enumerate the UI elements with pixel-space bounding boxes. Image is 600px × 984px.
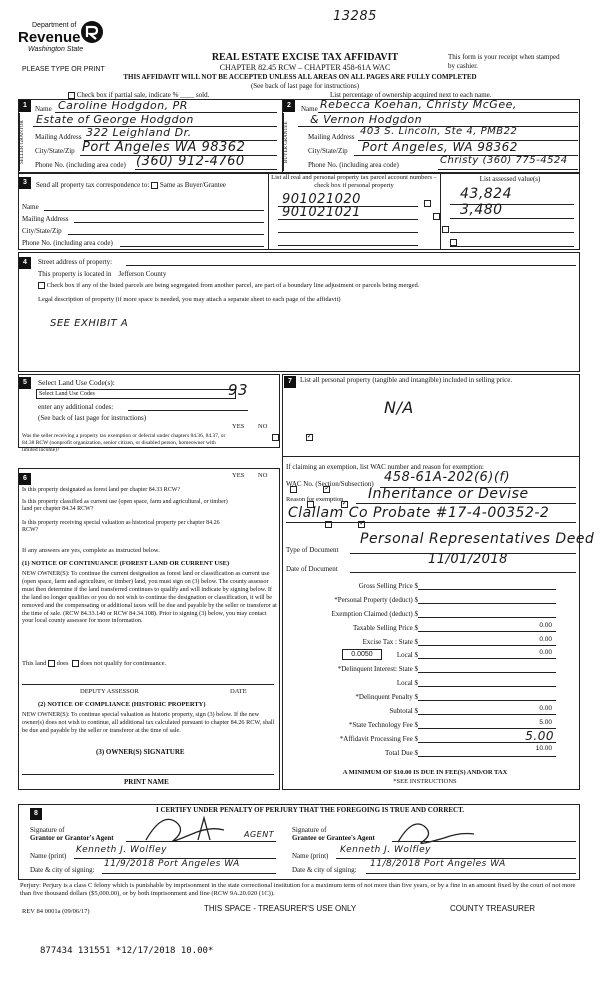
revenue-logo-icon <box>80 20 104 44</box>
wac-label: WAC No. (Section/Subsection) <box>286 480 374 488</box>
street-address-label: Street address of property: <box>38 258 113 266</box>
located-label: This property is located in <box>38 270 112 278</box>
legal-description-label: Legal description of property (if more space is needed, you may attach a separate sheet to each page of the affidavit) <box>38 296 341 303</box>
rev-number: REV 84 0001a (09/06/17) <box>22 908 90 915</box>
doc-type-value: Personal Representatives Deed <box>360 531 595 547</box>
qualify-label: qualify for continuance. <box>103 660 167 667</box>
section-4-number: 4 <box>19 257 31 269</box>
send-correspondence-label: Send all property tax correspondence to: <box>36 181 150 189</box>
tax-row-label: Excise Tax : State $ <box>362 638 418 646</box>
treasurer-use-label: THIS SPACE - TREASURER'S USE ONLY <box>204 904 357 913</box>
this-land-label: This land <box>22 660 47 667</box>
parcel-2-checkbox[interactable] <box>433 213 440 220</box>
certify-statement: I CERTIFY UNDER PENALTY OF PERJURY THAT THE FOREGOING IS TRUE AND CORRECT. <box>155 806 464 814</box>
seller-address-value: 322 Leighland Dr. <box>86 126 192 139</box>
deputy-date-label: DATE <box>230 688 247 695</box>
seller-city-value: Port Angeles WA 98362 <box>82 140 246 155</box>
local-rate-box: 0.0050 <box>342 649 382 660</box>
doc-date-label: Date of Document <box>286 565 338 573</box>
s5-yes-checkbox[interactable] <box>272 434 279 441</box>
buyer-name-value: Rebecca Koehan, Christy McGee, <box>320 98 517 111</box>
tax-row-label: Taxable Selling Price $ <box>352 624 418 632</box>
receipt-note: This form is your receipt when stamped by cashier. <box>448 53 560 70</box>
continuance-row <box>22 660 166 667</box>
tax-row-value: 5.00 <box>539 719 552 726</box>
seller-city-label: City/State/Zip <box>35 147 75 155</box>
grantee-sig-label-2: Grantee or Grantee's Agent <box>292 834 375 842</box>
doc-type-label: Type of Document <box>286 546 339 554</box>
grantor-signature-scribble <box>140 806 250 846</box>
doc-date-value: 11/01/2018 <box>428 552 508 567</box>
s3-name-label: Name <box>22 203 39 211</box>
see-back-instructions: (See back of last page for instructions) <box>250 82 360 90</box>
section-7-number: 7 <box>284 376 296 388</box>
partial-sale-label: Check box if partial sale, indicate % ____ sold. <box>76 91 210 99</box>
tax-row-label: Local $ <box>396 651 418 659</box>
section-2-number: 2 <box>283 100 295 112</box>
minimum-due-note: A MINIMUM OF $10.00 IS DUE IN FEE(S) AND/OR TAX <box>342 769 508 776</box>
perjury-note: Perjury: Perjury is a class C felony which is punishable by imprisonment in the state correctional institution for a maximum term of not more than five years, or by a fine in an amount fixed by the court of not more than five thousand dollars ($5,000.00), or by both imprisonment and fine (RCW 9A.20.020 (1C)). <box>20 882 576 897</box>
tax-row-label: Subtotal $ <box>389 707 418 715</box>
seller-phone-label: Phone No. (including area code) <box>35 161 126 169</box>
tax-row-label: Local $ <box>396 679 418 687</box>
grantee-signature-scribble <box>394 812 494 848</box>
reason-label: Reason for exemption <box>286 496 344 503</box>
section-6-box <box>18 468 280 790</box>
grantee-sig-label-1: Signature of <box>292 826 327 834</box>
personal-property-value: N/A <box>384 398 414 417</box>
print-note: PLEASE TYPE OR PRINT <box>22 66 105 73</box>
notice-2-text: NEW OWNER(S): To continue special valuation as historic property, sign (3) below. If the new owner(s) does not wish to continue, all additional tax calculated pursuant to chapter 84.26 RCW, shall be due and payable by the seller or transferor at the time of sale. <box>22 711 275 734</box>
section-3-number: 3 <box>19 177 31 189</box>
parcel-header: List all real and personal property tax parcel account numbers – check box if personal property <box>271 174 437 189</box>
tax-row-label: *Delinquent Penalty $ <box>355 693 418 701</box>
seller-name-value-2: Estate of George Hodgdon <box>36 113 194 126</box>
personal-property-label: List all personal property (tangible and intangible) included in selling price. <box>300 376 513 384</box>
select-land-use-box[interactable]: Select Land Use Codes <box>36 389 236 399</box>
segregated-row <box>38 282 419 289</box>
seller-side-label: SELLER GRANTOR <box>19 113 31 171</box>
partial-sale-checkbox[interactable] <box>68 92 75 99</box>
revenue-logo <box>18 22 108 58</box>
grantor-sig-label-1: Signature of <box>30 826 65 834</box>
county-value: Jefferson County <box>118 270 167 278</box>
segregated-label: Check box if any of the listed parcels are being segregated from another parcel, are part of a boundary line adjustment or parcels being merged. <box>46 282 420 289</box>
tax-row-value: 5.00 <box>525 729 554 743</box>
forest-land-question: Is this property designated as forest land per chapter 84.33 RCW? <box>22 487 181 493</box>
same-as-buyer-label: Same as Buyer/Grantee <box>159 181 226 189</box>
logo-state: Washington State <box>28 46 84 53</box>
section-1-number: 1 <box>19 100 31 112</box>
buyer-phone-value: Christy (360) 775-4524 <box>440 155 568 166</box>
see-instructions-note: *SEE INSTRUCTIONS <box>393 778 457 785</box>
grantor-agent-text: AGENT <box>244 830 275 839</box>
land-use-code-value: 93 <box>228 381 249 399</box>
deputy-assessor-label: DEPUTY ASSESSOR <box>80 688 139 695</box>
does-not-checkbox[interactable] <box>72 660 79 667</box>
same-as-buyer-checkbox[interactable] <box>151 182 158 189</box>
s6-no-label: NO <box>258 472 268 479</box>
tax-row-value: 0.00 <box>539 705 552 712</box>
tax-row-value: 0.00 <box>539 649 552 656</box>
grantor-name-label: Name (print) <box>30 852 67 860</box>
wac-value: 458-61A-202(6)(f) <box>384 470 511 485</box>
tax-row-label: *Personal Property (deduct) $ <box>334 596 418 604</box>
tax-row-label: *Affidavit Processing Fee $ <box>339 735 418 743</box>
seller-phone-value: (360) 912-4760 <box>136 154 245 169</box>
grantor-sig-label-2: Grantor or Grantor's Agent <box>30 834 114 842</box>
grantor-date-label: Date & city of signing: <box>30 866 95 874</box>
tax-row-label: Exemption Claimed (deduct) $ <box>331 610 418 618</box>
treasurer-stamp: 877434 131551 *12/17/2018 10.00* <box>40 946 214 956</box>
assessed-1: 43,824 <box>460 186 512 202</box>
seller-name-label: Name <box>35 105 52 113</box>
tax-row-value: 0.00 <box>539 636 552 643</box>
historic-question: Is this property receiving special valuation as historical property per chapter 84.26 RCW? <box>22 520 220 533</box>
legal-description-value: SEE EXHIBIT A <box>50 318 129 329</box>
list-percentage-note: List percentage of ownership acquired next to each name. <box>330 91 492 99</box>
parcel-3-checkbox[interactable] <box>442 226 449 233</box>
handwritten-number: 13285 <box>333 9 377 24</box>
buyer-name-value-2: & Vernon Hodgdon <box>310 113 423 126</box>
section-6-number: 6 <box>19 473 31 485</box>
form-title: REAL ESTATE EXCISE TAX AFFIDAVIT <box>211 52 399 63</box>
grantee-name-label: Name (print) <box>292 852 329 860</box>
s3-phone-label: Phone No. (including area code) <box>22 239 113 247</box>
owner-signature-label: (3) OWNER(S) SIGNATURE <box>96 748 185 756</box>
county-treasurer-label: COUNTY TREASURER <box>450 904 536 913</box>
seller-name-value: Caroline Hodgdon, PR <box>58 99 188 112</box>
warning-text: THIS AFFIDAVIT WILL NOT BE ACCEPTED UNLESS ALL AREAS ON ALL PAGES ARE FULLY COMPLETED <box>123 73 477 81</box>
s5-yes-label: YES <box>232 423 245 430</box>
print-name-label: PRINT NAME <box>124 778 169 786</box>
tax-row-label: *Delinquent Interest: State $ <box>337 665 418 673</box>
reason-value: Inheritance or Devise <box>368 486 529 502</box>
parcel-2: 901021021 <box>282 205 361 220</box>
located-row <box>38 270 166 278</box>
buyer-phone-label: Phone No. (including area code) <box>308 161 399 169</box>
segregated-checkbox[interactable] <box>38 282 45 289</box>
grantee-name-value: Kenneth J. Wolfley <box>340 845 431 855</box>
s6-yes-label: YES <box>232 472 245 479</box>
buyer-address-value: 403 S. Lincoln, Ste 4, PMB22 <box>360 126 518 137</box>
current-use-question: Is this property classified as current use (open space, farm and agricultural, or timber) land per chapter 84.34 RCW? <box>22 499 228 512</box>
does-checkbox[interactable] <box>48 660 55 667</box>
if-yes-note: If any answers are yes, complete as instructed below. <box>22 547 160 554</box>
enter-codes-label: enter any additional codes: <box>38 403 114 411</box>
does-label: does <box>56 660 69 667</box>
grantor-name-value: Kenneth J. Wolfley <box>76 845 167 855</box>
tax-row-label: Total Due $ <box>385 749 418 757</box>
s3-city-label: City/State/Zip <box>22 227 62 235</box>
logo-name: Revenue <box>18 29 81 46</box>
s3-address-label: Mailing Address <box>22 215 69 223</box>
select-land-use-label: Select Land Use Code(s): <box>38 378 115 387</box>
grantee-date-value: 11/8/2018 Port Angeles WA <box>370 859 506 869</box>
buyer-address-label: Mailing Address <box>308 133 355 141</box>
form-chapter: CHAPTER 82.45 RCW – CHAPTER 458-61A WAC <box>219 63 391 72</box>
exemption-label: If claiming an exemption, list WAC number and reason for exemption: <box>286 463 484 471</box>
grantor-date-value: 11/9/2018 Port Angeles WA <box>104 859 240 869</box>
assessed-2: 3,480 <box>460 202 503 218</box>
tax-row-value: 10.00 <box>535 745 552 752</box>
buyer-side-label: BUYER GRANTEE <box>283 113 295 171</box>
assessed-header: List assessed value(s) <box>479 175 541 183</box>
buyer-city-value: Port Angeles, WA 98362 <box>362 140 518 154</box>
section-5-number: 5 <box>19 377 31 389</box>
seller-address-label: Mailing Address <box>35 133 82 141</box>
buyer-city-label: City/State/Zip <box>308 147 348 155</box>
notice-2-title: (2) NOTICE OF COMPLIANCE (HISTORIC PROPERTY) <box>38 701 206 708</box>
logo-dept: Department of <box>32 22 77 29</box>
tax-row-value: 0.00 <box>539 622 552 629</box>
tax-row-label: *State Technology Fee $ <box>348 721 418 729</box>
buyer-name-label: Name <box>301 105 318 113</box>
parcel-4-checkbox[interactable] <box>450 239 457 246</box>
does-not-label: does not <box>80 660 103 667</box>
exemption-question: Was the seller receiving a property tax exemption or deferral under chapters 84.36, 84.37, or 84.38 RCW (nonprofit organization, senior citizen, or disabled person, homeowner with limited income)? <box>22 433 226 453</box>
section-8-number: 8 <box>30 808 42 820</box>
reason-value-2: Clallam Co Probate #17-4-00352-2 <box>288 505 550 521</box>
parcel-1-checkbox[interactable] <box>424 200 431 207</box>
send-correspondence-row <box>36 181 226 189</box>
tax-row-label: Gross Selling Price $ <box>358 582 418 590</box>
notice-1-text: NEW OWNER(S): To continue the current designation as forest land or classification as current use (open space, farm and agriculture, or timber) land, you must sign on (3) below. The county assessor must then determine if the land transferred continues to qualify and will indicate by signing below. If the land no longer qualifies or you do not wish to continue the designation or classification, it will be removed and the compensating or additional taxes will be due and payable by the seller or transferor at the time of sale. (RCW 84.33.140 or RCW 84.34.108). Prior to signing (3) below, you may contact your local county assessor for more information. <box>22 570 277 625</box>
partial-sale-row <box>68 91 209 99</box>
s5-no-label: NO <box>258 423 268 430</box>
grantee-date-label: Date & city of signing: <box>292 866 357 874</box>
s5-see-back: (See back of last page for instructions) <box>38 414 147 422</box>
notice-1-title: (1) NOTICE OF CONTINUANCE (FOREST LAND OR CURRENT USE) <box>22 560 230 567</box>
parcel-1: 901021020 <box>282 192 361 207</box>
